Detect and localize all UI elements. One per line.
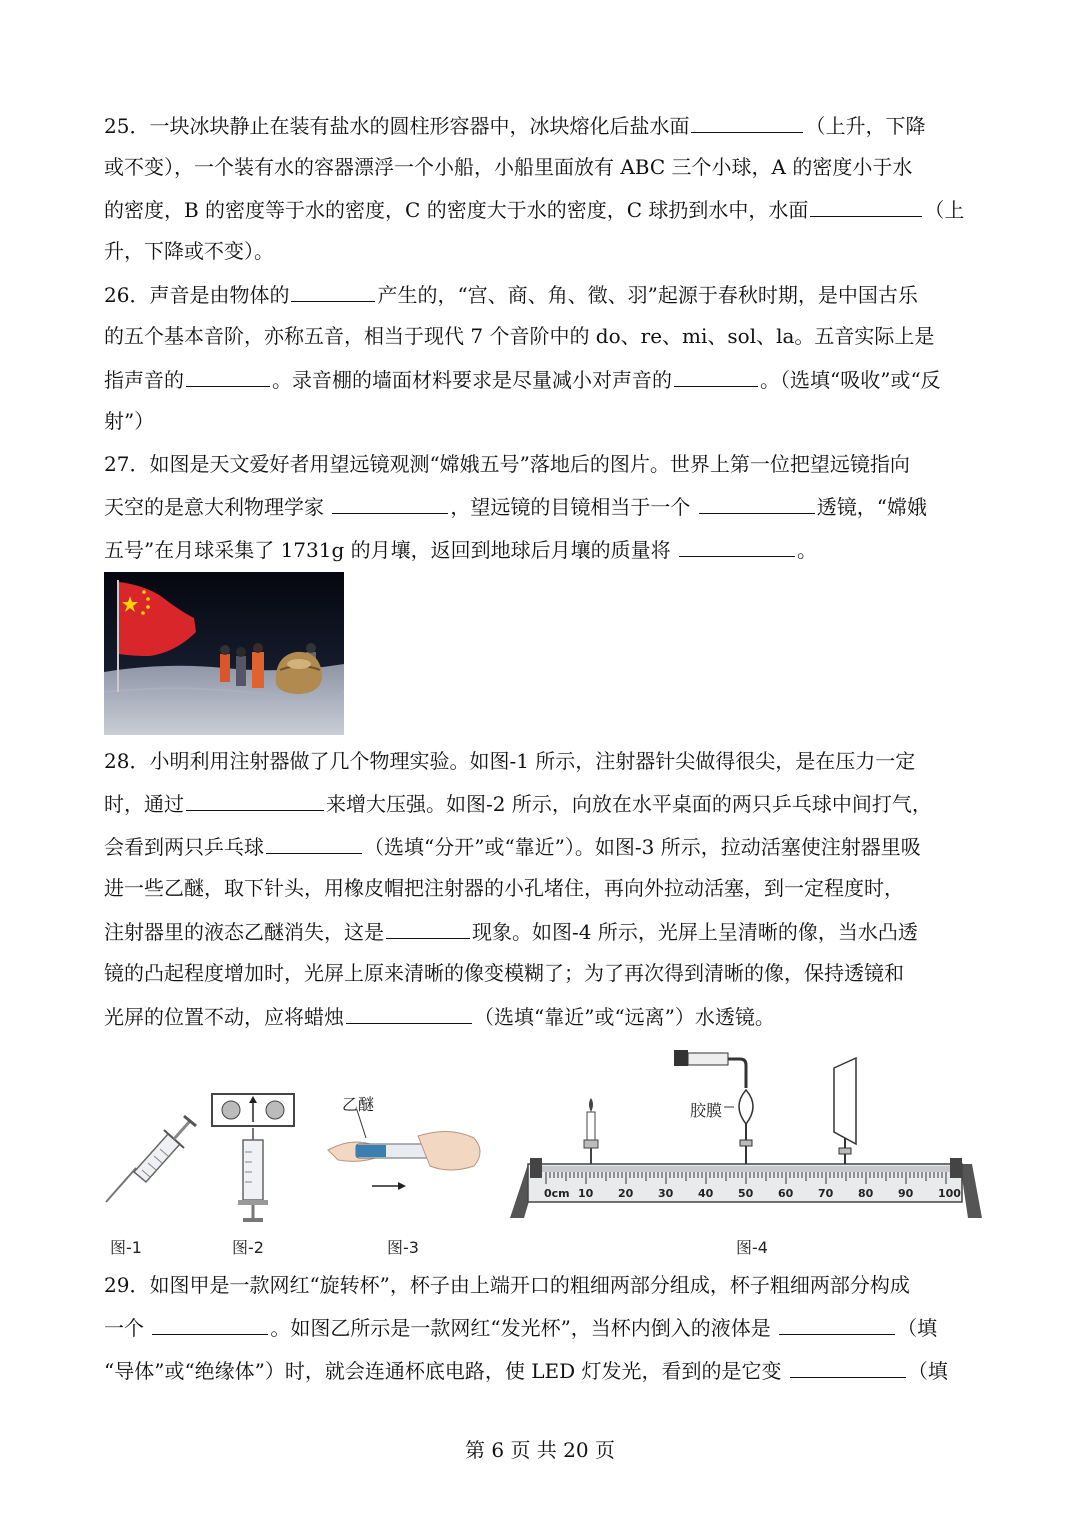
figure-2-ping-pong-balls	[212, 1094, 294, 1222]
chang-e-5-landing-photo	[104, 572, 344, 735]
answer-blank[interactable]	[186, 790, 324, 811]
ruler-label: 10	[578, 1187, 594, 1200]
q28-line-5: 注射器里的液态乙醚消失，这是 现象。如图-4 所示，光屏上呈清晰的像，当水凸透	[104, 920, 918, 944]
ruler-label: 60	[778, 1187, 794, 1200]
q27-line-2: 天空的是意大利物理学家 ，望远镜的目镜相当于一个 透镜，“嫦娥	[104, 495, 927, 519]
ruler-label: 30	[658, 1187, 674, 1200]
q28-line-6: 镜的凸起程度增加时，光屏上原来清晰的像变模糊了；为了再次得到清晰的像，保持透镜和	[104, 961, 904, 985]
q28-line-2: 时，通过 来增大压强。如图-2 所示，向放在水平桌面的两只乒乓球中间打气，	[104, 792, 932, 816]
answer-blank[interactable]	[779, 1314, 895, 1335]
answer-blank[interactable]	[332, 493, 448, 514]
ruler-label: 70	[818, 1187, 834, 1200]
q27-line-3: 五号”在月球采集了 1731g 的月壤，返回到地球后月壤的质量将 。	[104, 538, 817, 562]
answer-blank[interactable]	[386, 918, 470, 939]
figure-3-caption: 图-3	[387, 1238, 419, 1257]
ruler-label: 20	[618, 1187, 634, 1200]
page-number-footer: 第 6 页 共 20 页	[465, 1438, 615, 1462]
q28-line-7: 光屏的位置不动，应将蜡烛 （选填“靠近”或“远离”）水透镜。	[104, 1005, 775, 1029]
answer-blank[interactable]	[699, 493, 815, 514]
q25-line-2: 或不变），一个装有水的容器漂浮一个小船，小船里面放有 ABC 三个小球，A 的密度小于水	[104, 155, 913, 179]
q25-line-4: 升，下降或不变）。	[104, 239, 274, 263]
figure-3-ether-syringe	[328, 1110, 480, 1190]
figure-2-caption: 图-2	[232, 1238, 264, 1257]
figure-4-caption: 图-4	[736, 1238, 768, 1257]
q28-line-1: 28．小明利用注射器做了几个物理实验。如图-1 所示，注射器针尖做得很尖，是在压力一定	[104, 749, 916, 773]
answer-blank[interactable]	[810, 196, 922, 217]
ruler-label: 100	[938, 1187, 961, 1200]
answer-blank[interactable]	[679, 536, 795, 557]
answer-blank[interactable]	[186, 366, 270, 387]
ruler-label: 50	[738, 1187, 754, 1200]
answer-blank[interactable]	[346, 1003, 472, 1024]
ruler-label: 80	[858, 1187, 874, 1200]
syringe-experiment-figures	[100, 1040, 990, 1260]
ruler-label: 90	[898, 1187, 914, 1200]
answer-blank[interactable]	[152, 1314, 268, 1335]
figure-1-caption: 图-1	[110, 1238, 142, 1257]
answer-blank[interactable]	[691, 112, 803, 133]
landing-scene-illustration	[104, 572, 344, 735]
q27-line-1: 27．如图是天文爱好者用望远镜观测“嫦娥五号”落地后的图片。世界上第一位把望远镜指向	[104, 452, 910, 476]
q25-line-1: 25．一块冰块静止在装有盐水的圆柱形容器中，冰块熔化后盐水面 （上升，下降	[104, 114, 926, 138]
answer-blank[interactable]	[266, 833, 362, 854]
figure-1-syringe	[106, 1116, 196, 1202]
q29-line-3: “导体”或“绝缘体”）时，就会连通杯底电路，使 LED 灯发光，看到的是它变 （填	[104, 1359, 948, 1383]
ruler-label: 40	[698, 1187, 714, 1200]
q29-line-1: 29．如图甲是一款网红“旋转杯”，杯子由上端开口的粗细两部分组成，杯子粗细两部分构成	[104, 1273, 910, 1297]
figures-svg	[100, 1040, 990, 1260]
q25-line-3: 的密度，B 的密度等于水的密度，C 的密度大于水的密度，C 球扔到水中，水面 （上	[104, 198, 965, 222]
q26-line-3: 指声音的 。录音棚的墙面材料要求是尽量减小对声音的 。（选填“吸收”或“反	[104, 368, 941, 392]
answer-blank[interactable]	[790, 1357, 906, 1378]
q26-line-1: 26．声音是由物体的 产生的，“宫、商、角、徵、羽”起源于春秋时期，是中国古乐	[104, 283, 918, 307]
q26-line-2: 的五个基本音阶，亦称五音，相当于现代 7 个音阶中的 do、re、mi、sol、la。五音实际上是	[104, 324, 935, 348]
ether-label: 乙醚	[342, 1095, 375, 1114]
answer-blank[interactable]	[291, 281, 375, 302]
q26-line-4: 射”）	[104, 409, 155, 433]
q29-line-2: 一个 。如图乙所示是一款网红“发光杯”，当杯内倒入的液体是 （填	[104, 1316, 938, 1340]
membrane-label: 胶膜	[690, 1101, 723, 1120]
q28-line-3: 会看到两只乒乓球 （选填“分开”或“靠近”）。如图-3 所示，拉动活塞使注射器里吸	[104, 835, 921, 859]
answer-blank[interactable]	[674, 366, 758, 387]
ruler-label: 0cm	[544, 1187, 570, 1200]
q28-line-4: 进一些乙醚，取下针头，用橡皮帽把注射器的小孔堵住，再向外拉动活塞，到一定程度时，	[104, 876, 904, 900]
